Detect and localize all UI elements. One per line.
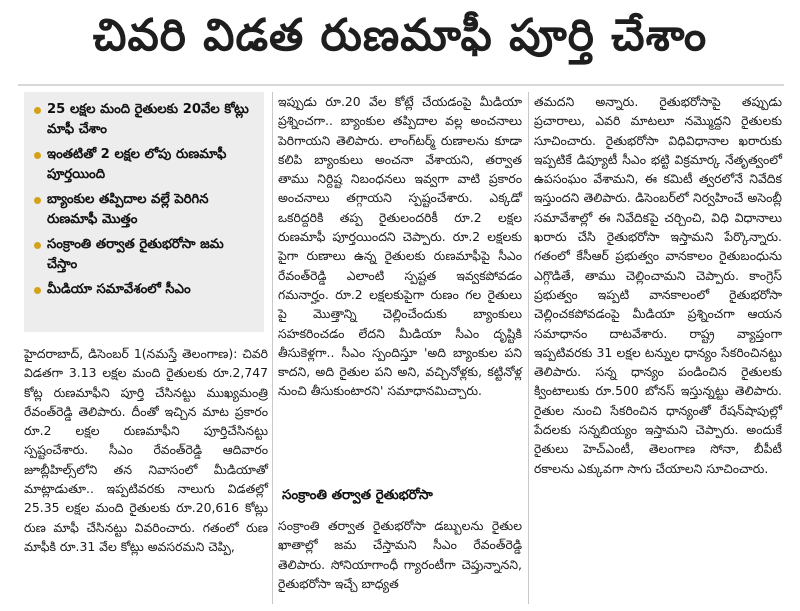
bullet-icon (34, 152, 41, 159)
bullet-icon (34, 107, 41, 114)
highlight-text: మీడియా సమావేశంలో సీఎం (47, 282, 191, 297)
column-1-text: హైదరాబాద్, డిసెంబర్ 1(నమస్తే తెలంగాణ): చివరి విడతగా 3.13 లక్షల మంది రైతులకు రూ.2,747 కోట్ల రుణమాఫీని పూర్తి చేసినట్టు ముఖ్యమంత్రి రేవంత్‌రెడ్డి తెలిపారు. దీంతో ఇచ్చిన మాట ప్రకారం రూ.2 లక్షల రుణమాఫీని పూర్తిచేసినట్టు స్పష్టంచేశారు. సీఎం రేవంత్‌రెడ్డి ఆదివారం జూబ్లీహిల్స్‌లోని తన నివాసంలో మీడియాతో మాట్లాడుతూ.. ఇప్పటివరకు నాలుగు విడతల్లో 25.35 లక్షల మంది రైతులకు రూ.20,616 కోట్లు రుణ మాఫీ చేసినట్టు వివరించారు. గతంలో రుణ మాఫీకి రూ.31 వేల కోట్లు అవసరమని చెప్పి, (24, 346, 268, 554)
column-2-continued (278, 516, 522, 593)
column-2b-text: సంక్రాంతి తర్వాత రైతుభరోసా డబ్బులను రైతుల ఖాతాల్లో జమ చేస్తామని సీఎం రేవంత్‌రెడ్డి తెలిపారు. సోనియాగాంధీ గ్యారంటీగా చెప్తున్నానని, రైతుభరోసా ఇచ్చే బాధ్యత (278, 518, 522, 591)
column-3-text: తమదని అన్నారు. రైతుభరోసాపై తప్పుడు ప్రచారాలు, ఎవరి మాటలూ నమ్మొద్దని రైతులకు సూచించారు. రైతుభరోసా విధివిధానాల ఖరారుకు ఇప్పటికే డిప్యూటీ సీఎం భట్టి విక్రమార్క నేతృత్వంలో ఉపసంఘం వేశామని, ఈ కమిటీ త్వరలోనే నివేదిక ఇస్తుందని తెలిపారు. డిసెంబర్‌లో నిర్వహించే అసెంబ్లీ సమావేశాల్లో ఈ నివేదికపై చర్చించి, విధి విధానాలు ఖరారు చేసి రైతుభరోసా ఇస్తామని పేర్కొన్నారు. గతంలో కేసీఆర్ ప్రభుత్వం వానకాలం రైతుబంధును ఎగ్గొడితే, తాము చెల్లించామని చెప్పారు. కాంగ్రెస్ ప్రభుత్వం ఇప్పటి వానకాలంలో రైతుభరోసా చెల్లించకపోవడంపై మీడియా ప్రశ్నించగా ఆయన సమాధానం దాటవేశారు. రాష్ట్ర వ్యాప్తంగా ఇప్పటివరకు 31 లక్షల టన్నుల ధాన్యం సేకరించినట్టు తెలిపారు. సన్న ధాన్యం పండించిన రైతులకు క్వింటాలుకు రూ.500 బోనస్ ఇస్తున్నట్టు తెలిపారు. రైతుల నుంచి సేకరించిన ధాన్యంతో రేషన్‌షాపుల్లో పేదలకు సన్నబియ్యం ఇస్తామని చెప్పారు. అందుకే రైతులు హెచ్ఎంటీ, తెలంగాణ సోనా, బీపీటీ రకాలను ఎక్కువగా సాగు చేయాలని సూచించారు. (534, 94, 782, 476)
highlight-item (34, 145, 258, 185)
highlight-text: సంక్రాంతి తర్వాత రైతుభరోసా జమ చేస్తాం (47, 237, 224, 272)
highlight-item (34, 280, 258, 300)
bullet-icon (34, 242, 41, 249)
bullet-icon (34, 287, 41, 294)
bullet-icon (34, 197, 41, 204)
highlight-text: ఇంతటితో 2 లక్షల లోపు రుణమాఫీ పూర్తయింది (47, 147, 227, 182)
highlights-list (24, 92, 264, 300)
highlight-item (34, 235, 258, 275)
highlight-item (34, 190, 258, 230)
column-divider (528, 92, 529, 604)
column-divider (272, 92, 273, 604)
column-3-body (534, 92, 782, 478)
headline: చివరి విడత రుణమాఫీ పూర్తి చేశాం (0, 0, 800, 82)
column-1-body (24, 344, 268, 556)
column-2-body (278, 92, 522, 401)
highlights-box (24, 92, 264, 332)
highlight-text: 25 లక్షల మంది రైతులకు 20వేల కోట్లు మాఫీ చేశాం (47, 102, 249, 137)
highlight-text: బ్యాంకుల తప్పిదాల వల్లే పెరిగిన రుణమాఫీ మొత్తం (47, 192, 209, 227)
headline-rule (18, 84, 784, 86)
column-2-text: ఇప్పుడు రూ.20 వేల కోట్లే చేయడంపై మీడియా ప్రశ్నించగా.. బ్యాంకుల తప్పిదాల వల్ల అంచనాలు పెరిగాయని తెలిపారు. లాంగ్‌టర్మ్ రుణాలను కూడా కలిపి బ్యాంకులు అంచనా వేశాయని, తర్వాత తాము నిర్దిష్ట నిబంధనలు ఇవ్వగా వాటి ప్రకారం అంచనాలు తగ్గాయని స్పష్టంచేశారు. ఎక్కడో ఒకరిద్దరికి తప్ప రైతులందరికీ రూ.2 లక్షల రుణమాఫీ పూర్తయిందని చెప్పారు. రూ.2 లక్షలకు పైగా రుణాలు ఉన్న రైతులకు రుణమాఫీపై సీఎం రేవంత్‌రెడ్డి ఎలాంటి స్పష్టత ఇవ్వకపోవడం గమనార్హం. రూ.2 లక్షలకుపైగా రుణం గల రైతులు పై మొత్తాన్ని చెల్లించేందుకు బ్యాంకులు సహకరించడం లేదని మీడియా సీఎం దృష్టికి తీసుకెళ్లగా.. సీఎం స్పందిస్తూ 'అది బ్యాంకుల పని కాదని, అది రైతుల పని అని, వచ్చినోళ్లకు, కట్టినోళ్ల నుంచి తీసుకుంటారని' సమాధానమిచ్చారు. (278, 94, 522, 399)
subheading: సంక్రాంతి తర్వాత రైతుభరోసా (282, 488, 433, 503)
highlight-item (34, 100, 258, 140)
